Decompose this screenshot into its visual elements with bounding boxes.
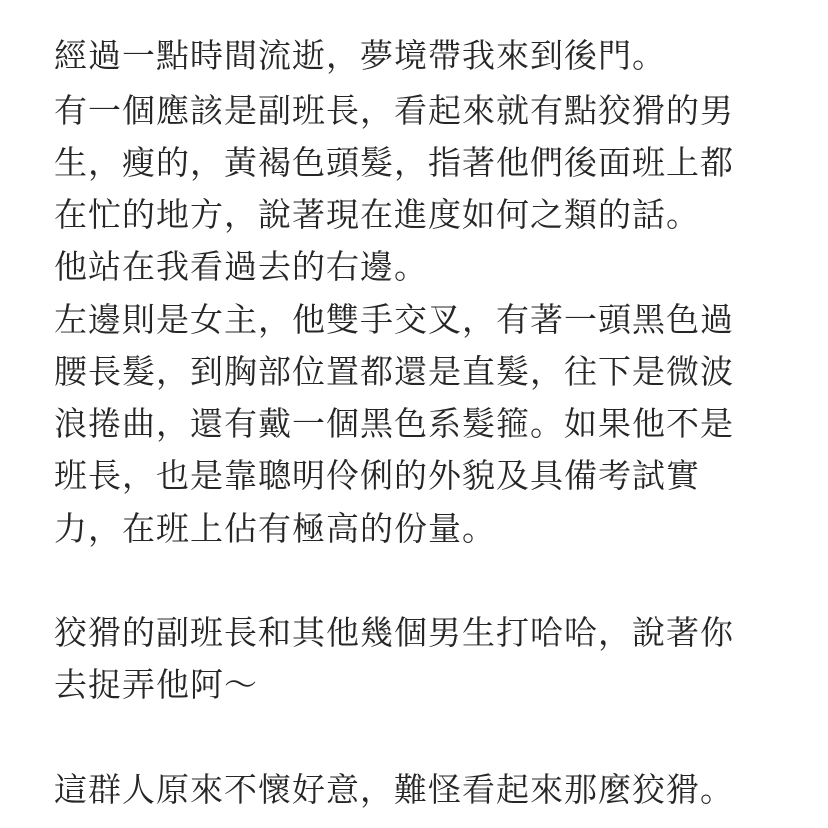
text-line-2: 有一個應該是副班長，看起來就有點狡猾的男 bbox=[54, 91, 734, 130]
text-line-12: 去捉弄他阿～ bbox=[54, 665, 258, 704]
text-line-4: 在忙的地方，說著現在進度如何之類的話。 bbox=[54, 195, 700, 234]
text-line-11: 狡猾的副班長和其他幾個男生打哈哈，說著你 bbox=[54, 613, 734, 652]
text-line-9: 班長，也是靠聰明伶俐的外貌及具備考試實 bbox=[54, 456, 700, 495]
text-line-13: 這群人原來不懷好意，難怪看起來那麼狡猾。 bbox=[54, 770, 734, 809]
text-line-7: 腰長髮，到胸部位置都還是直髮，往下是微波 bbox=[54, 352, 734, 391]
text-line-1: 經過一點時間流逝，夢境帶我來到後門。 bbox=[54, 36, 666, 75]
text-line-8: 浪捲曲，還有戴一個黑色系髮箍。如果他不是 bbox=[54, 404, 734, 443]
text-line-3: 生，瘦的，黃褐色頭髮，指著他們後面班上都 bbox=[54, 143, 734, 182]
text-line-5: 他站在我看過去的右邊。 bbox=[54, 247, 428, 286]
text-line-10: 力，在班上佔有極高的份量。 bbox=[54, 509, 496, 548]
text-line-6: 左邊則是女主，他雙手交叉，有著一頭黑色過 bbox=[54, 300, 734, 339]
